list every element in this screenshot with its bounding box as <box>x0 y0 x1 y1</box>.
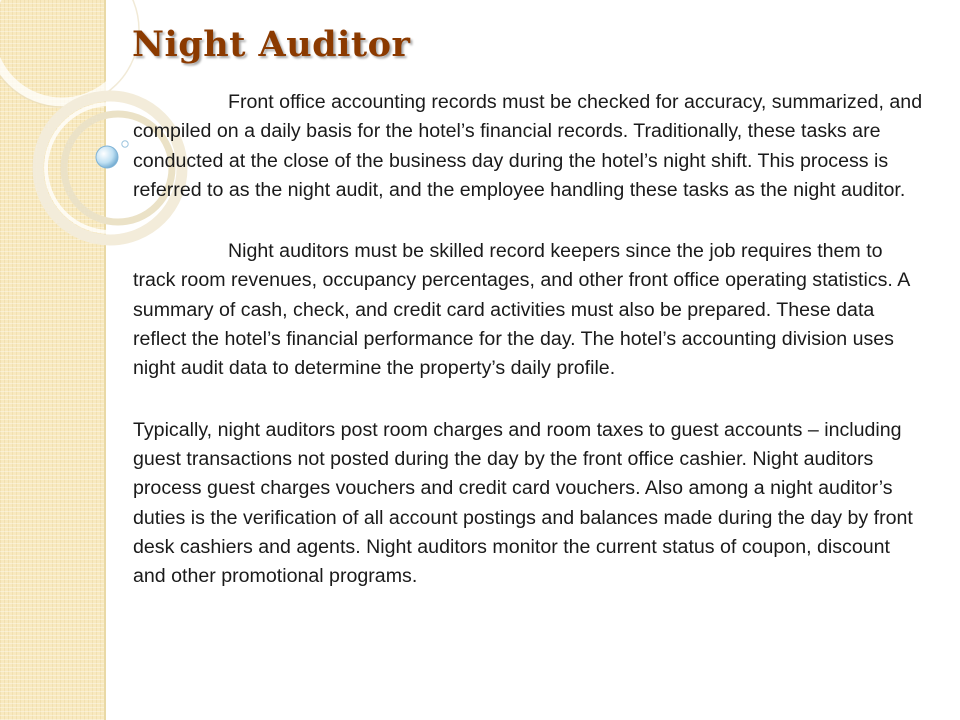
slide-title: Night Auditor <box>132 24 411 65</box>
paragraph-text: Night auditors must be skilled record keepers since the job requires them to track room revenues, occupancy percentages, and other front office operating statistics. A summary of cash, check, and credit card activities must also be prepared. These data reflect the hotel’s financial performance for the day. The hotel’s accounting division uses night audit data to determine the property’s daily profile. <box>133 240 910 380</box>
side-band <box>0 0 106 720</box>
paragraph-record-keeping <box>133 237 923 383</box>
paragraph-night-audit-definition <box>133 88 923 205</box>
small-bubble-icon <box>122 141 128 147</box>
paragraph-duties: Typically, night auditors post room charges and room taxes to guest accounts – including guest transactions not posted during the day by the front office cashier. Night auditors process guest charges vouchers and credit card vouchers. Also among a night auditor’s duties is the verification of all account postings and balances made during the day by front desk cashiers and agents. Night auditors monitor the current status of coupon, discount and other promotional programs. <box>133 418 913 588</box>
paragraph-text: Front office accounting records must be checked for accuracy, summarized, and compiled on a daily basis for the hotel’s financial records. Traditionally, these tasks are conducted at the close of the business day during the hotel’s night shift. This process is referred to as the night audit, and the employee handling these tasks as the night auditor. <box>133 91 923 201</box>
slide-body <box>133 88 923 591</box>
